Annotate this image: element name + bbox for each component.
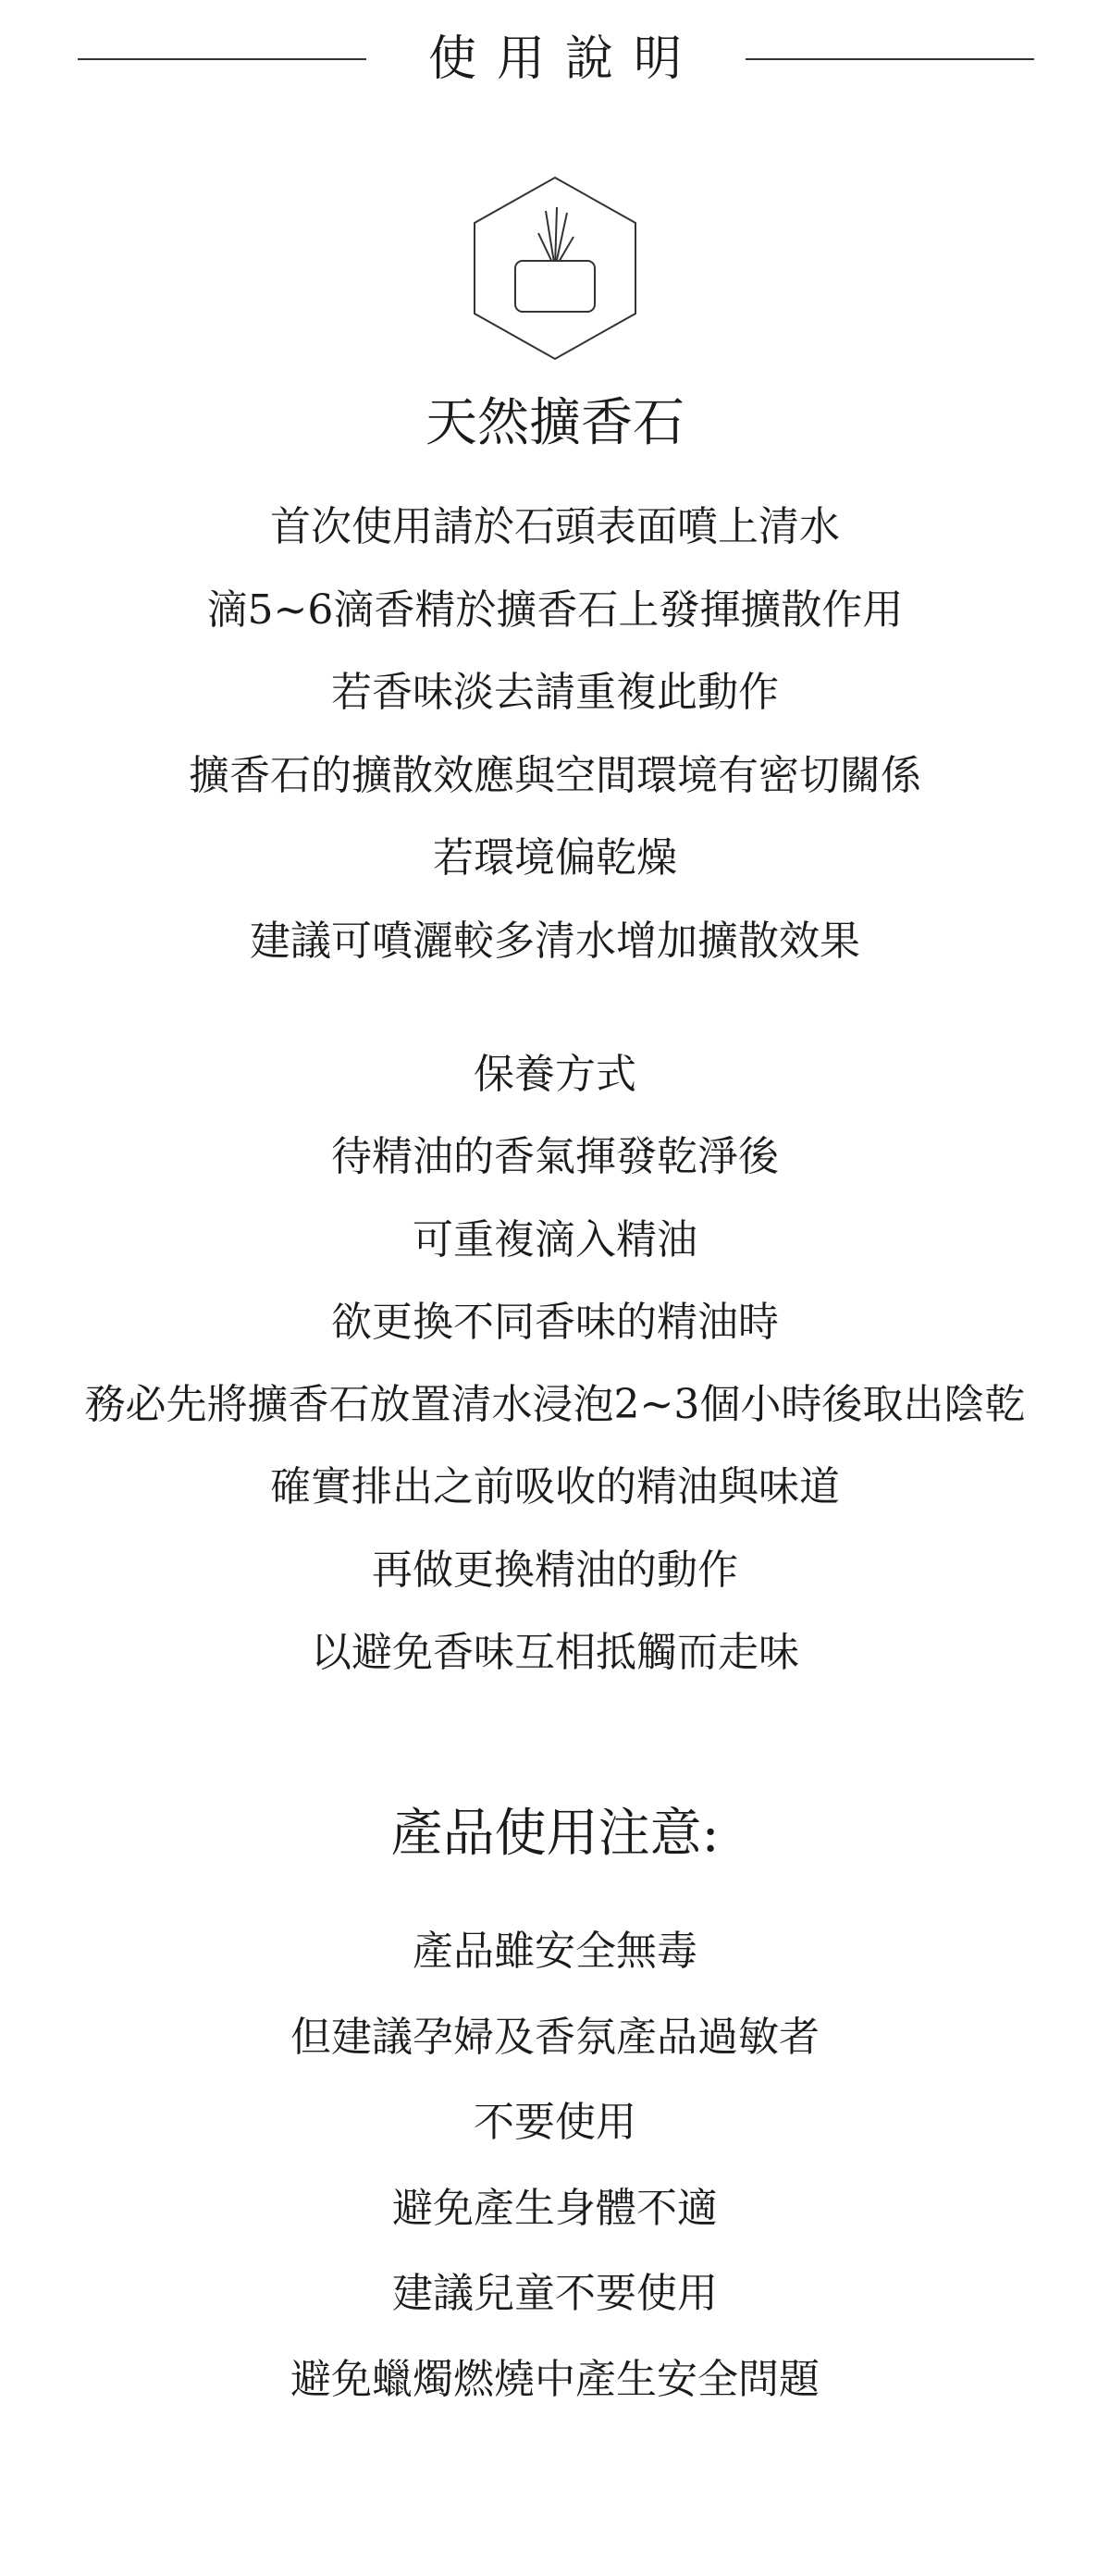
notice-line: 避免蠟燭燃燒中產生安全問題 bbox=[290, 2355, 820, 2403]
notice-line: 但建議孕婦及香氛產品過敏者 bbox=[290, 2013, 820, 2061]
care-heading: 保養方式 bbox=[474, 1051, 636, 1098]
instruction-line: 若環境偏乾燥 bbox=[433, 834, 677, 881]
diffuser-stone-icon bbox=[472, 176, 638, 361]
care-line: 可重複滴入精油 bbox=[413, 1215, 697, 1263]
header bbox=[0, 26, 1110, 91]
notice-line: 不要使用 bbox=[474, 2099, 636, 2146]
stone-instructions bbox=[0, 486, 1110, 982]
instruction-line: 若香味淡去請重複此動作 bbox=[331, 669, 779, 716]
care-line: 確實排出之前吸收的精油與味道 bbox=[270, 1463, 840, 1511]
care-line: 務必先將擴香石放置清水浸泡2~3個小時後取出陰乾 bbox=[84, 1381, 1026, 1429]
instruction-line: 滴5~6滴香精於擴香石上發揮擴散作用 bbox=[206, 585, 904, 634]
notice-line: 避免產生身體不適 bbox=[392, 2184, 718, 2232]
notice-list bbox=[0, 1909, 1110, 2422]
care-line: 欲更換不同香味的精油時 bbox=[331, 1298, 779, 1346]
care-line: 以避免香味互相抵觸而走味 bbox=[311, 1629, 799, 1677]
notice-line: 建議兒童不要使用 bbox=[392, 2270, 718, 2317]
instruction-line: 擴香石的擴散效應與空間環境有密切關係 bbox=[189, 751, 921, 799]
care-instructions bbox=[0, 1033, 1110, 1694]
stone-section-title: 天然擴香石 bbox=[426, 393, 684, 453]
instruction-line: 首次使用請於石頭表面噴上清水 bbox=[270, 503, 840, 550]
header-rule-right bbox=[746, 58, 1034, 60]
care-line: 再做更換精油的動作 bbox=[372, 1546, 738, 1594]
notice-section-title: 產品使用注意: bbox=[390, 1804, 720, 1864]
page-title: 使用說明 bbox=[427, 31, 702, 87]
instruction-line: 建議可噴灑較多清水增加擴散效果 bbox=[250, 917, 860, 965]
care-line: 待精油的香氣揮發乾淨後 bbox=[331, 1133, 779, 1181]
notice-line: 產品雖安全無毒 bbox=[413, 1928, 697, 1975]
